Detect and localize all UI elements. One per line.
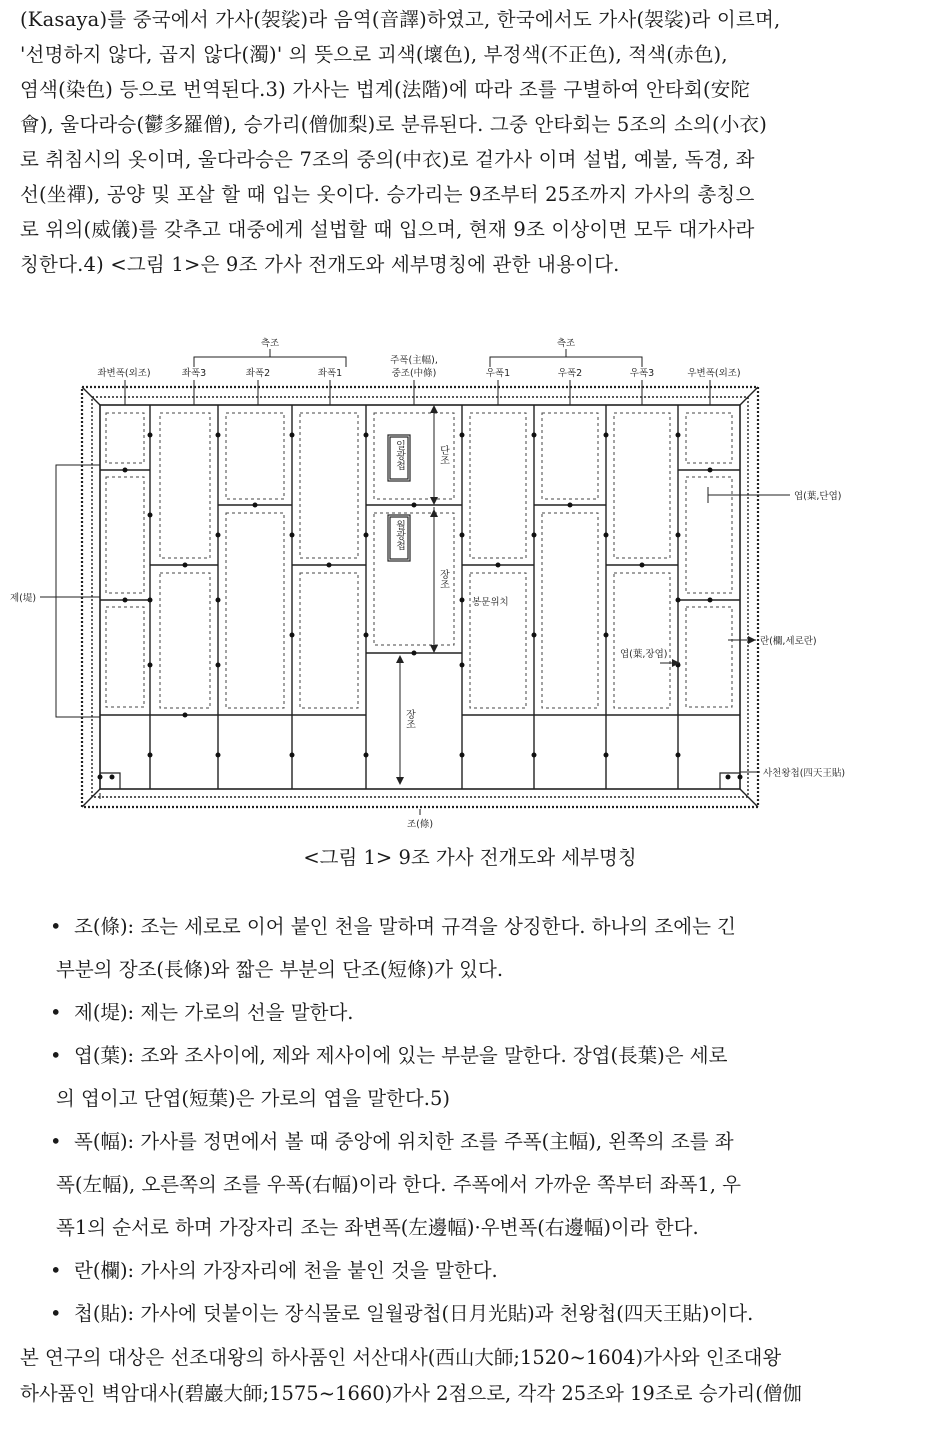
label-wolgwangcheop: 월광첩 [393,520,405,550]
bullet-icon: • [50,1259,62,1282]
text-line: 염색(染色) 등으로 번역된다.3) 가사는 법계(法階)에 따라 조를 구별하여 안타회(安陀 [20,78,751,101]
list-item [50,1120,922,1249]
label-yeop-jang: 엽(葉,장엽) [620,649,668,660]
kasaya-diagram [0,335,940,835]
label-left-chuk: 측조 [260,338,280,349]
definition-list [50,905,922,1335]
label-bongmun: 봉문위치 [472,597,509,608]
text-line: 폭1의 순서로 하며 가장자리 조는 좌변폭(左邊幅)·우변폭(右邊幅)이라 한다. [56,1216,699,1239]
list-item [50,1249,922,1292]
text-line: 엽(葉): 조와 조사이에, 제와 제사이에 있는 부분을 말한다. 장엽(長葉)은 세로 [74,1044,728,1067]
text-line: 폭(左幅), 오른쪽의 조를 우폭(右幅)이라 한다. 주폭에서 가까운 쪽부터 좌폭1, 우 [56,1173,741,1196]
label-danjo: 단조 [437,445,449,465]
label-jwapok3: 좌폭3 [181,368,207,379]
intro-paragraph [20,2,920,282]
label-sacheon: 사천왕첩(四天王貼) [763,768,846,779]
text-line: 의 엽이고 단엽(短葉)은 가로의 엽을 말한다.5) [56,1087,450,1110]
label-jupok-b: 중조(中條) [391,368,437,379]
label-jangjo-1: 장조 [437,569,449,589]
label-jupok-a: 주폭(主幅), [390,355,438,366]
label-upok1: 우폭1 [485,368,511,379]
list-item [50,1034,922,1120]
text-line: 첩(貼): 가사에 덧붙이는 장식물로 일월광첩(日月光貼)과 천왕첩(四天王貼)이다. [74,1302,754,1325]
text-line: 제(堤): 제는 가로의 선을 말한다. [74,1001,354,1024]
label-jwabyeonpok: 좌변폭(외조) [97,368,151,379]
label-upok2: 우폭2 [557,368,583,379]
text-line: 란(欄): 가사의 가장자리에 천을 붙인 것을 말한다. [74,1259,498,1282]
text-line: 선(坐禪), 공양 및 포살 할 때 입는 옷이다. 승가리는 9조부터 25조까지 가사의 총칭으 [20,183,755,206]
bullet-icon: • [50,1044,62,1067]
bullet-icon: • [50,1130,62,1153]
label-jwapok1: 좌폭1 [317,368,343,379]
label-yeop-dan: 엽(葉,단엽) [794,491,842,502]
list-item [50,991,922,1034]
label-ran: 란(欄,세로란) [760,636,817,647]
label-upok3: 우폭3 [629,368,655,379]
label-je: 제(堤) [10,593,37,604]
bullet-icon: • [50,915,62,938]
label-right-chuk: 측조 [556,338,576,349]
text-line: 본 연구의 대상은 선조대왕의 하사품인 서산대사(西山大師;1520~1604)가사와 인조대왕 [20,1346,782,1369]
figure-caption: <그림 1> 9조 가사 전개도와 세부명칭 [303,846,637,869]
text-line: 로 취침시의 옷이며, 울다라승은 7조의 중의(中衣)로 겉가사 이며 설법, 예불, 독경, 좌 [20,148,755,171]
bullet-icon: • [50,1302,62,1325]
text-line: 폭(幅): 가사를 정면에서 볼 때 중앙에 위치한 조를 주폭(主幅), 왼쪽의 조를 좌 [74,1130,734,1153]
text-line: 로 위의(威儀)를 갖추고 대중에게 설법할 때 입으며, 현재 9조 이상이면 모두 대가사라 [20,218,755,241]
label-jangjo-2: 장조 [403,709,415,729]
label-ilgwangcheop: 일광첩 [393,440,405,470]
label-jwapok2: 좌폭2 [245,368,271,379]
text-line: (Kasaya)를 중국에서 가사(袈裟)라 음역(音譯)하였고, 한국에서도 가사(袈裟)라 이르며, [20,8,781,31]
closing-paragraph [20,1340,920,1412]
list-item [50,905,922,991]
text-line: '선명하지 않다, 곱지 않다(濁)' 의 뜻으로 괴색(壞色), 부정색(不正色), 적색(赤色), [20,43,728,66]
list-item [50,1292,922,1335]
label-jo-bottom: 조(條) [406,819,434,830]
text-line: 하사품인 벽암대사(碧巖大師;1575~1660)가사 2점으로, 각각 25조와 19조로 승가리(僧伽 [20,1382,802,1405]
text-line: 會), 울다라승(鬱多羅僧), 승가리(僧伽梨)로 분류된다. 그중 안타회는 5조의 소의(小衣) [20,113,768,136]
label-ubyeonpok: 우변폭(외조) [687,368,741,379]
bullet-icon: • [50,1001,62,1024]
text-line: 칭한다.4) <그림 1>은 9조 가사 전개도와 세부명칭에 관한 내용이다. [20,253,620,276]
text-line: 조(條): 조는 세로로 이어 붙인 천을 말하며 규격을 상징한다. 하나의 조에는 긴 [74,915,736,938]
text-line: 부분의 장조(長條)와 짧은 부분의 단조(短條)가 있다. [56,958,504,981]
